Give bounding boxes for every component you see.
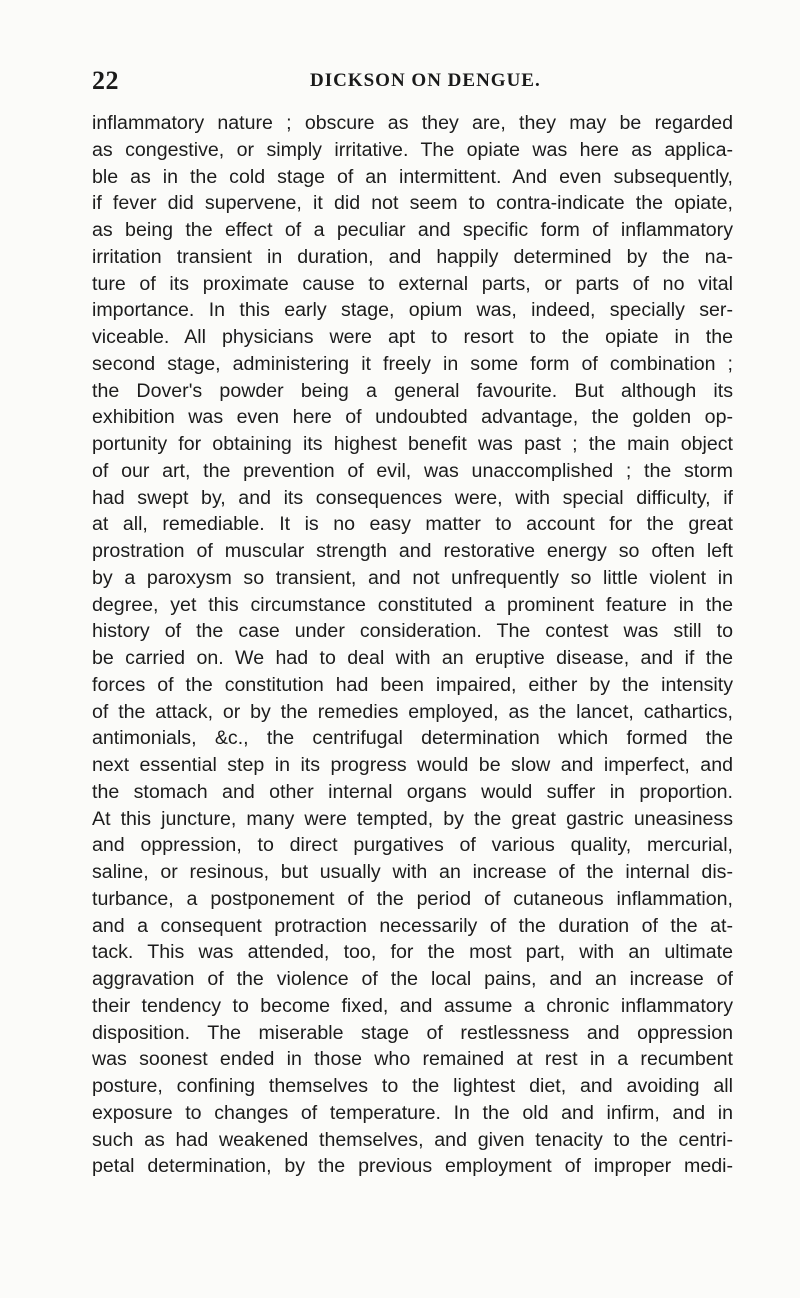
text-line: viceable. All physicians were apt to resort to the opiate in the [92, 326, 733, 348]
text-line: ture of its proximate cause to external parts, or parts of no vital [92, 272, 733, 295]
text-line: At this juncture, many were tempted, by the great gastric uneasiness [92, 807, 733, 830]
page-number: 22 [92, 66, 119, 95]
text-line: exposure to changes of temperature. In the old and infirm, and in [92, 1101, 733, 1124]
text-line: of our art, the prevention of evil, was unaccomplished ; the storm [92, 459, 733, 482]
text-line: next essential step in its progress would be slow and imperfect, and [92, 754, 733, 776]
text-line: if fever did supervene, it did not seem to contra-indicate the opiate, [92, 192, 733, 215]
text-line: be carried on. We had to deal with an eruptive disease, and if the [92, 647, 733, 669]
text-line: their tendency to become fixed, and assume a chronic inflammatory [92, 994, 733, 1017]
text-line: saline, or resinous, but usually with an increase of the internal dis- [92, 861, 733, 883]
text-line: degree, yet this circumstance constituted a prominent feature in the [92, 593, 733, 616]
text-line: such as had weakened themselves, and given tenacity to the centri- [92, 1128, 733, 1151]
text-line: and oppression, to direct purgatives of various quality, mercurial, [92, 834, 733, 857]
text-line: by a paroxysm so transient, and not unfrequently so little violent in [92, 566, 733, 589]
running-head: DICKSON ON DENGUE. [310, 70, 541, 91]
text-line: as congestive, or simply irritative. The opiate was here as applica- [92, 138, 733, 161]
text-line: forces of the constitution had been impaired, either by the intensity [92, 673, 733, 696]
text-line: portunity for obtaining its highest benefit was past ; the main object [92, 433, 733, 455]
text-line: turbance, a postponement of the period of cutaneous inflammation, [92, 887, 733, 910]
text-line: as being the effect of a peculiar and specific form of inflammatory [92, 219, 733, 241]
text-line: second stage, administering it freely in some form of combination ; [92, 352, 733, 375]
text-line: was soonest ended in those who remained at rest in a recumbent [92, 1048, 733, 1071]
text-line: antimonials, &c., the centrifugal determination which formed the [92, 727, 733, 750]
text-line: tack. This was attended, too, for the most part, with an ultimate [92, 941, 733, 964]
text-line: exhibition was even here of undoubted advantage, the golden op- [92, 406, 733, 429]
text-line: petal determination, by the previous employment of improper medi- [92, 1155, 733, 1178]
text-line: had swept by, and its consequences were, with special difficulty, if [92, 486, 733, 509]
body-text [92, 110, 733, 1180]
text-line: prostration of muscular strength and restorative energy so often left [92, 540, 733, 562]
text-line: irritation transient in duration, and happily determined by the na- [92, 245, 733, 268]
text-line: ble as in the cold stage of an intermittent. And even subsequently, [92, 165, 733, 188]
text-line: history of the case under consideration. The contest was still to [92, 620, 733, 643]
text-line: disposition. The miserable stage of restlessness and oppression [92, 1021, 733, 1044]
page-header [92, 66, 732, 96]
text-line: aggravation of the violence of the local pains, and an increase of [92, 968, 733, 990]
text-line: and a consequent protraction necessarily of the duration of the at- [92, 914, 733, 937]
text-line: inflammatory nature ; obscure as they are, they may be regarded [92, 112, 733, 134]
text-line: at all, remediable. It is no easy matter to account for the great [92, 513, 733, 536]
text-line: the Dover's powder being a general favourite. But although its [92, 379, 733, 402]
text-line: posture, confining themselves to the lightest diet, and avoiding all [92, 1075, 733, 1097]
text-line: importance. In this early stage, opium was, indeed, specially ser- [92, 299, 733, 322]
text-line: the stomach and other internal organs would suffer in proportion. [92, 780, 733, 803]
text-line: of the attack, or by the remedies employed, as the lancet, cathartics, [92, 700, 733, 723]
